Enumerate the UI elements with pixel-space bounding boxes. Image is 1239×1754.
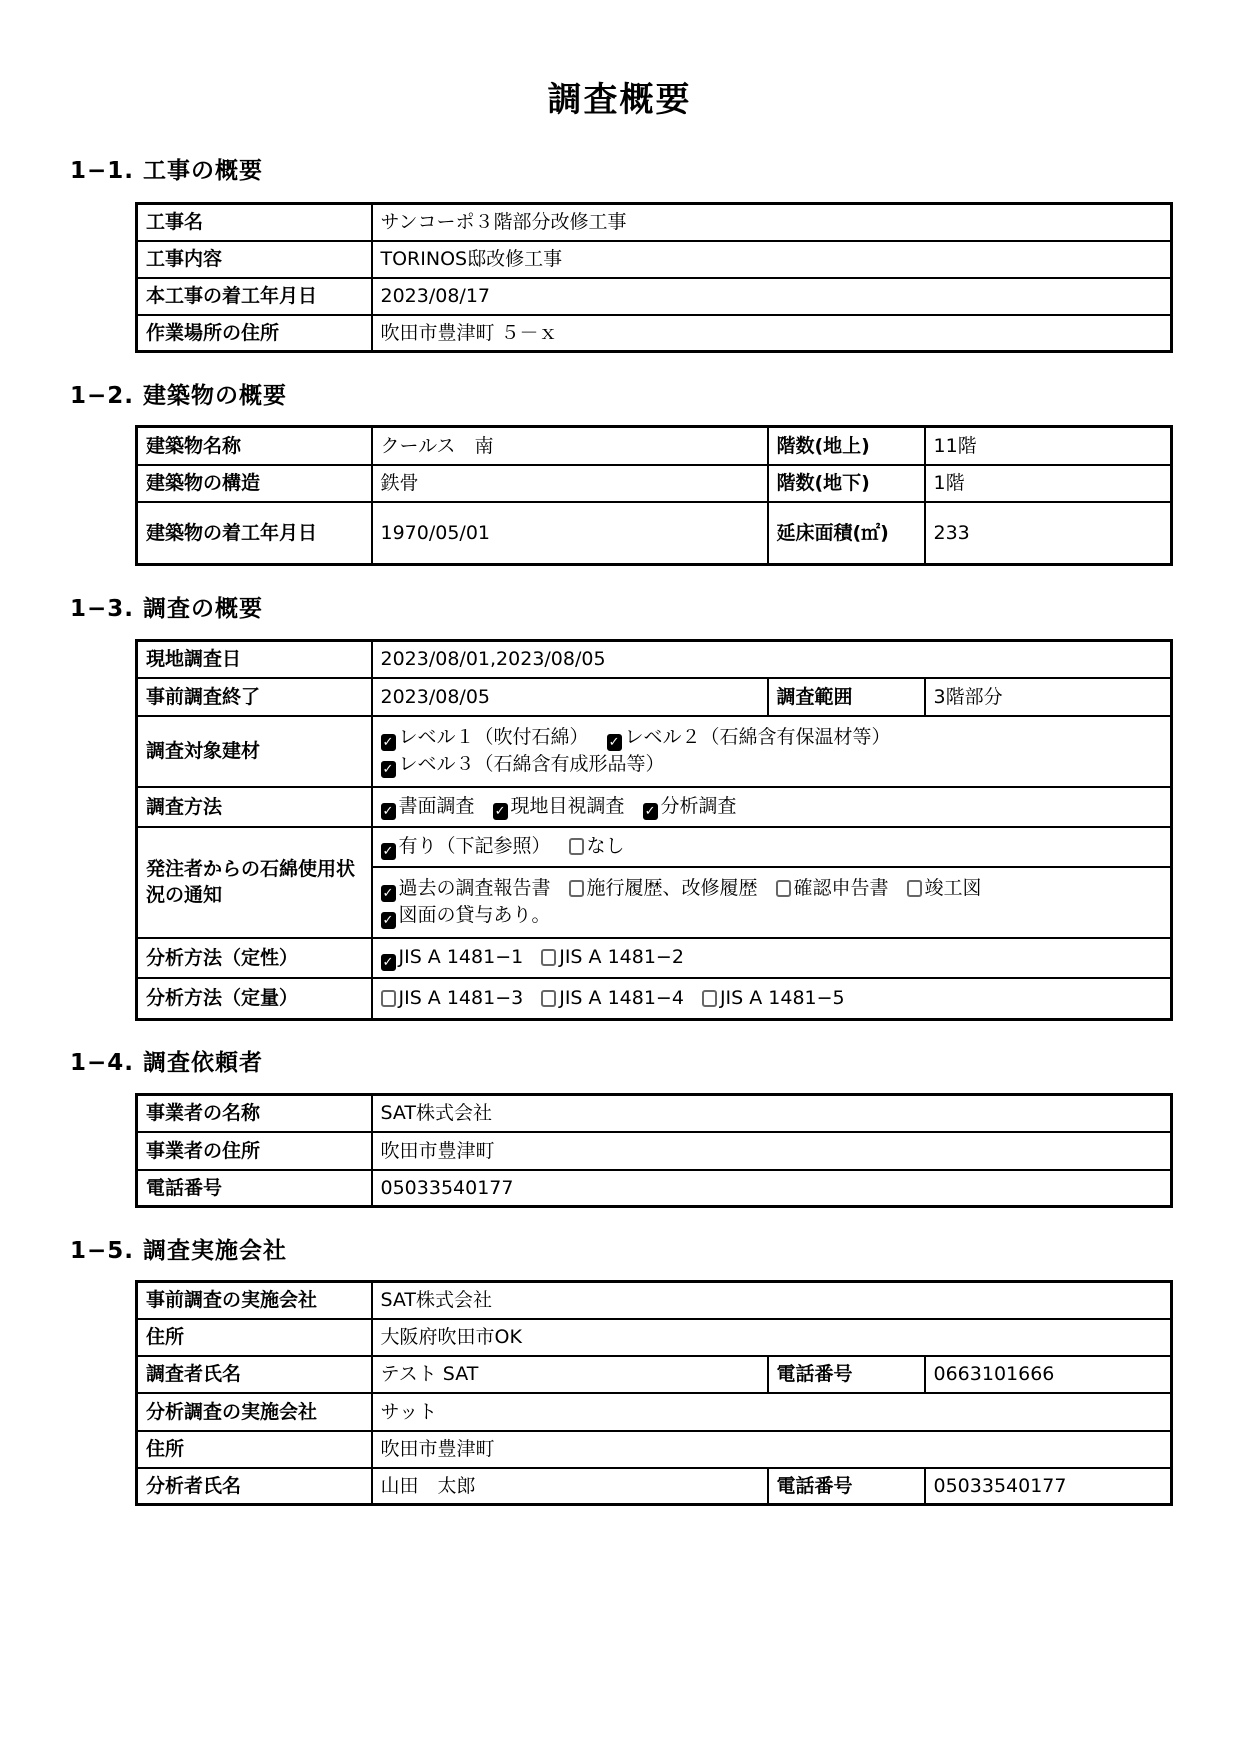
checkbox-group [372, 827, 1172, 867]
checkbox-option[interactable] [541, 944, 684, 970]
row-value: 大阪府吹田市OK [372, 1319, 1172, 1356]
checkbox-unchecked-icon[interactable] [702, 990, 717, 1007]
table-row [137, 427, 1172, 465]
checkbox-unchecked-icon[interactable] [569, 880, 584, 897]
checkbox-checked-icon[interactable]: ✓ [381, 803, 396, 820]
row-label: 建築物の構造 [137, 465, 372, 502]
table-row [137, 787, 1172, 827]
checkbox-group [372, 867, 1172, 938]
row-value: 1970/05/01 [372, 502, 768, 565]
checkbox-group [372, 978, 1172, 1020]
row-label: 階数(地上) [768, 427, 925, 465]
row-label: 現地調査日 [137, 641, 372, 678]
row-label: 分析者氏名 [137, 1468, 372, 1505]
section-heading-contractor: 1−5. 調査実施会社 [70, 1238, 288, 1264]
checkbox-option[interactable] [381, 875, 551, 902]
checkbox-option[interactable] [776, 875, 889, 901]
row-value: 2023/08/01,2023/08/05 [372, 641, 1172, 678]
checkbox-label: 過去の調査報告書 [398, 877, 551, 899]
checkbox-option[interactable] [643, 793, 737, 820]
table-row [137, 241, 1172, 278]
checkbox-checked-icon[interactable]: ✓ [381, 885, 396, 902]
table-row [137, 1393, 1172, 1431]
checkbox-label: 有り（下記参照） [398, 835, 551, 857]
checkbox-label: JIS A 1481−2 [559, 946, 684, 968]
row-label: 住所 [137, 1431, 372, 1468]
checkbox-label: 竣工図 [924, 877, 982, 899]
row-value: クールス 南 [372, 427, 768, 465]
row-value: SAT株式会社 [372, 1095, 1172, 1132]
row-value: 3階部分 [925, 678, 1172, 716]
checkbox-label: レベル３（石綿含有成形品等） [398, 753, 665, 775]
row-value: 鉄骨 [372, 465, 768, 502]
row-value: 05033540177 [372, 1170, 1172, 1207]
checkbox-checked-icon[interactable]: ✓ [381, 734, 396, 751]
checkbox-option[interactable] [607, 724, 891, 751]
checkbox-option[interactable] [381, 944, 524, 971]
checkbox-option[interactable] [381, 724, 589, 751]
checkbox-checked-icon[interactable]: ✓ [381, 912, 396, 929]
row-label: 事業者の名称 [137, 1095, 372, 1132]
row-label: 発注者からの石綿使用状況の通知 [137, 827, 372, 938]
row-value: TORINOS邸改修工事 [372, 241, 1172, 278]
section-heading-survey: 1−3. 調査の概要 [70, 596, 264, 622]
checkbox-label: JIS A 1481−3 [398, 987, 524, 1010]
row-value: 吹田市豊津町 [372, 1431, 1172, 1468]
checkbox-group [372, 787, 1172, 827]
row-label: 建築物の着工年月日 [137, 502, 372, 565]
row-value: 山田 太郎 [372, 1468, 768, 1505]
row-value: 吹田市豊津町 ５－ｘ [372, 315, 1172, 352]
checkbox-option[interactable] [907, 875, 982, 901]
row-value: 2023/08/17 [372, 278, 1172, 315]
row-label: 事前調査の実施会社 [137, 1282, 372, 1319]
checkbox-label: レベル２（石綿含有保温材等） [624, 726, 891, 748]
checkbox-unchecked-icon[interactable] [907, 880, 922, 897]
table-row [137, 1356, 1172, 1393]
row-label: 電話番号 [768, 1468, 925, 1505]
checkbox-unchecked-icon[interactable] [381, 990, 396, 1007]
row-value: 吹田市豊津町 [372, 1132, 1172, 1170]
row-label: 本工事の着工年月日 [137, 278, 372, 315]
checkbox-option[interactable] [381, 751, 665, 778]
table-row [137, 1132, 1172, 1170]
contractor-table [135, 1280, 1173, 1506]
table-row [137, 938, 1172, 978]
section-heading-work: 1−1. 工事の概要 [70, 158, 264, 184]
row-value: 233 [925, 502, 1172, 565]
row-label: 調査方法 [137, 787, 372, 827]
checkbox-label: 書面調査 [398, 795, 475, 817]
table-row [137, 315, 1172, 352]
checkbox-group [372, 716, 1172, 787]
row-label: 住所 [137, 1319, 372, 1356]
checkbox-option[interactable] [381, 833, 551, 860]
checkbox-group [372, 938, 1172, 978]
checkbox-label: 施行履歴、改修履歴 [586, 877, 758, 899]
survey-overview-table [135, 639, 1173, 1021]
table-row [137, 204, 1172, 241]
checkbox-unchecked-icon[interactable] [776, 880, 791, 897]
table-row [137, 827, 1172, 867]
row-value: 2023/08/05 [372, 678, 768, 716]
checkbox-label: 確認申告書 [793, 877, 889, 899]
table-row [137, 716, 1172, 787]
checkbox-option[interactable] [381, 902, 551, 929]
table-row [137, 978, 1172, 1020]
row-label: 電話番号 [137, 1170, 372, 1207]
row-label: 作業場所の住所 [137, 315, 372, 352]
row-label: 事前調査終了 [137, 678, 372, 716]
checkbox-checked-icon[interactable]: ✓ [381, 954, 396, 971]
checkbox-checked-icon[interactable]: ✓ [493, 803, 508, 820]
checkbox-option[interactable] [569, 875, 758, 901]
table-row [137, 1319, 1172, 1356]
checkbox-label: 分析調査 [660, 795, 737, 817]
row-value: サット [372, 1393, 1172, 1431]
row-label: 工事内容 [137, 241, 372, 278]
row-value: 11階 [925, 427, 1172, 465]
row-label: 事業者の住所 [137, 1132, 372, 1170]
table-row [137, 641, 1172, 678]
checkbox-label: なし [586, 835, 625, 857]
building-overview-table [135, 425, 1173, 566]
checkbox-option[interactable] [381, 985, 524, 1011]
checkbox-label: レベル１（吹付石綿） [398, 726, 589, 748]
table-row [137, 278, 1172, 315]
row-label: 建築物名称 [137, 427, 372, 465]
checkbox-label: 現地目視調査 [510, 795, 625, 817]
checkbox-checked-icon[interactable]: ✓ [381, 761, 396, 778]
row-value: テスト SAT [372, 1356, 768, 1393]
table-row [137, 1170, 1172, 1207]
checkbox-label: 図面の貸与あり。 [398, 904, 551, 926]
checkbox-option[interactable] [493, 793, 625, 820]
row-value: 05033540177 [925, 1468, 1172, 1505]
table-row [137, 1282, 1172, 1319]
section-heading-requester: 1−4. 調査依頼者 [70, 1050, 264, 1076]
row-value: サンコーポ３階部分改修工事 [372, 204, 1172, 241]
table-row [137, 502, 1172, 565]
page-title: 調査概要 [547, 80, 692, 120]
table-row [137, 1095, 1172, 1132]
checkbox-label: JIS A 1481−1 [398, 946, 524, 968]
row-label: 電話番号 [768, 1356, 925, 1393]
checkbox-option[interactable] [381, 793, 475, 820]
row-label: 分析方法（定性） [137, 938, 372, 978]
checkbox-option[interactable] [541, 985, 684, 1011]
checkbox-unchecked-icon[interactable] [541, 990, 556, 1007]
row-value: SAT株式会社 [372, 1282, 1172, 1319]
table-row [137, 1468, 1172, 1505]
work-overview-table [135, 202, 1173, 353]
table-row [137, 678, 1172, 716]
checkbox-checked-icon[interactable]: ✓ [643, 803, 658, 820]
row-label: 階数(地下) [768, 465, 925, 502]
section-heading-building: 1−2. 建築物の概要 [70, 383, 288, 409]
row-label: 調査者氏名 [137, 1356, 372, 1393]
row-label: 延床面積(㎡) [768, 502, 925, 565]
row-value: 0663101666 [925, 1356, 1172, 1393]
checkbox-option[interactable] [569, 833, 625, 859]
checkbox-option[interactable] [702, 985, 845, 1011]
checkbox-checked-icon[interactable]: ✓ [607, 734, 622, 751]
row-label: 調査対象建材 [137, 716, 372, 787]
checkbox-unchecked-icon[interactable] [541, 949, 556, 966]
row-label: 分析調査の実施会社 [137, 1393, 372, 1431]
row-label: 分析方法（定量） [137, 978, 372, 1020]
checkbox-unchecked-icon[interactable] [569, 838, 584, 855]
table-row [137, 1431, 1172, 1468]
requester-table [135, 1093, 1173, 1208]
row-label: 調査範囲 [768, 678, 925, 716]
row-label: 工事名 [137, 204, 372, 241]
checkbox-checked-icon[interactable]: ✓ [381, 843, 396, 860]
row-value: 1階 [925, 465, 1172, 502]
checkbox-label: JIS A 1481−5 [719, 987, 845, 1010]
table-row [137, 465, 1172, 502]
checkbox-label: JIS A 1481−4 [559, 987, 684, 1010]
